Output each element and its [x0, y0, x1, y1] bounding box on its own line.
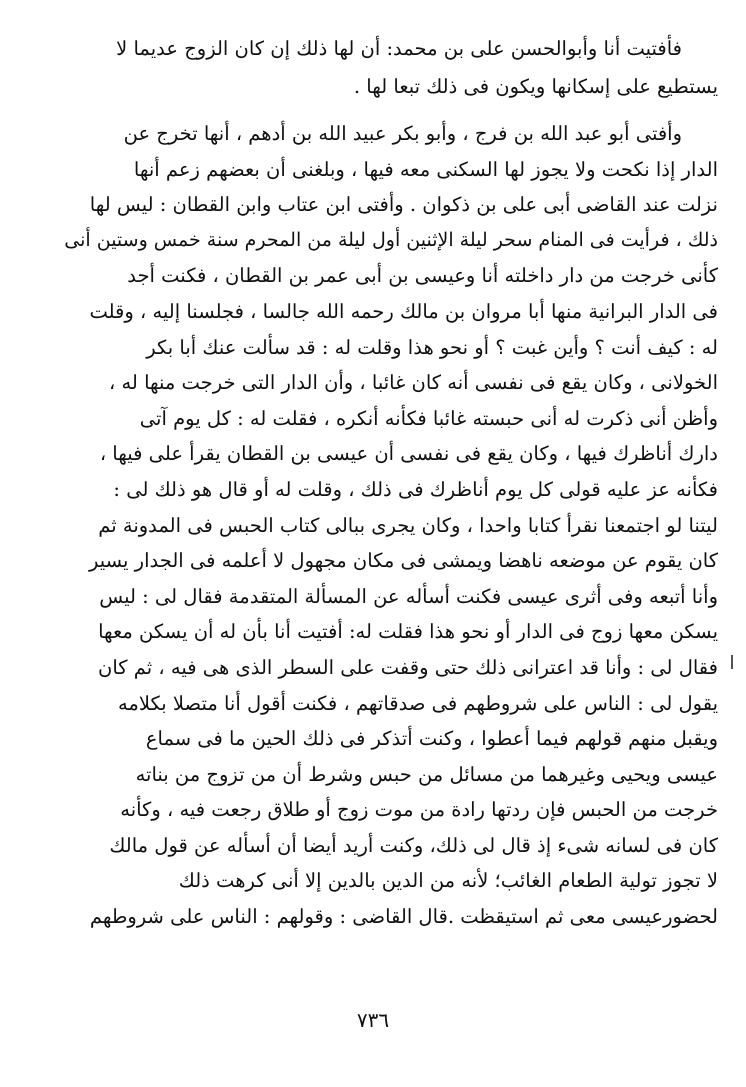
text-line: فى الدار البرانية منها أبا مروان بن مالك رحمه الله جالسا ، فجلسنا إليه ، وقلت: [89, 299, 718, 323]
text-line: فقال لى : وأنا قد اعترانى ذلك حتى وقفت على السطر الذى هى فيه ، ثم كان: [98, 655, 718, 679]
text-line: وأفتى أبو عبد الله بن فرج ، وأبو بكر عبيد الله بن أدهم ، أنها تخرج عن: [123, 122, 682, 145]
text-line: ذلك ، فرأيت فى المنام سحر ليلة الإثنين أول ليلة من المحرم سنة خمس وستين أنى: [64, 228, 718, 251]
text-line: ليتنا لو اجتمعنا نقرأ كتابا واحدا ، وكان يجرى ببالى كتاب الحبس فى المدونة ثم: [98, 513, 718, 537]
text-line: كان فى لسانه شىء إذ قال لى ذلك، وكنت أريد أيضا أن أسأله عن قول مالك: [109, 833, 718, 857]
text-line: لا تجوز تولية الطعام الغائب؛ لأنه من الدين بالدين إلا أنى كرهت ذلك: [178, 869, 718, 893]
text-line: ويقبل منهم قولهم فيما أعطوا ، وكنت أتذكر فى ذلك الحين ما فى سماع: [145, 727, 718, 751]
text-line: يستطيع على إسكانها ويكون فى ذلك تبعا لها .: [353, 75, 718, 98]
text-line: وأنا أتبعه وفى أثرى عيسى فكنت أسأله عن المسألة المتقدمة فقال لى : ليس: [99, 584, 718, 608]
paragraph-1: [58, 30, 718, 106]
text-line: نزلت عند القاضى أبى على بن ذكوان . وأفتى ابن عتاب وابن القطان : ليس لها: [89, 193, 718, 217]
text-line: كان يقوم عن موضعه ناهضا ويمشى فى مكان مجهول لا أعلمه فى الجدار يسير: [89, 549, 718, 573]
text-line: يسكن معها زوج فى الدار أو نحو هذا فقلت له: أفتيت أنا بأن له أن يسكن معها: [98, 620, 718, 644]
text-line: لحضورعيسى معى ثم استيقظت .قال القاضى : وقولهم : الناس على شروطهم: [89, 905, 718, 929]
paragraph-2: [58, 116, 718, 935]
text-line: فكأنه عز عليه قولى كل يوم أناظرك فى ذلك ، وقلت له أو قال هو ذلك لى :: [113, 477, 718, 501]
page-number: ٧٣٦: [356, 1008, 390, 1032]
text-line: عيسى ويحيى وغيرهما من مسائل من حبس وشرط أن من تزوج من بناته: [135, 762, 718, 786]
text-line: وأظن أنى ذكرت له أنى حبسته غائبا فكأنه أنكره ، فقلت له : كل يوم آتى: [139, 406, 718, 430]
text-line: كأنى خرجت من دار داخلته أنا وعيسى بن أبى عمر بن القطان ، فكنت أجد: [127, 264, 718, 288]
text-line: الدار إذا نكحت ولا يجوز لها السكنى معه فيها ، وبلغنى أن بعضهم زعم أنها: [133, 157, 718, 181]
text-line: دارك أناظرك فيها ، وكان يقع فى نفسى أن عيسى بن القطان يقرأ على فيها ،: [99, 442, 718, 466]
text-line: الخولانى ، وكان يقع فى نفسى أنه كان غائبا ، وأن الدار التى خرجت منها له ،: [108, 371, 718, 395]
text-line: له : كيف أنت ؟ وأين غبت ؟ أو نحو هذا وقلت له : قد سألت عنك أبا بكر: [146, 335, 718, 359]
text-line: يقول لى : الناس على شروطهم فى صدقاتهم ، فكنت أقول أنا متصلا بكلامه: [117, 691, 718, 715]
text-line: فأفتيت أنا وأبوالحسن على بن محمد: أن لها ذلك إن كان الزوج عديما لا: [116, 37, 682, 60]
text-line: خرجت من الحبس فإن ردتها رادة من موت زوج أو طلاق رجعت فيه ، وكأنه: [120, 798, 718, 822]
margin-mark: [731, 655, 733, 669]
